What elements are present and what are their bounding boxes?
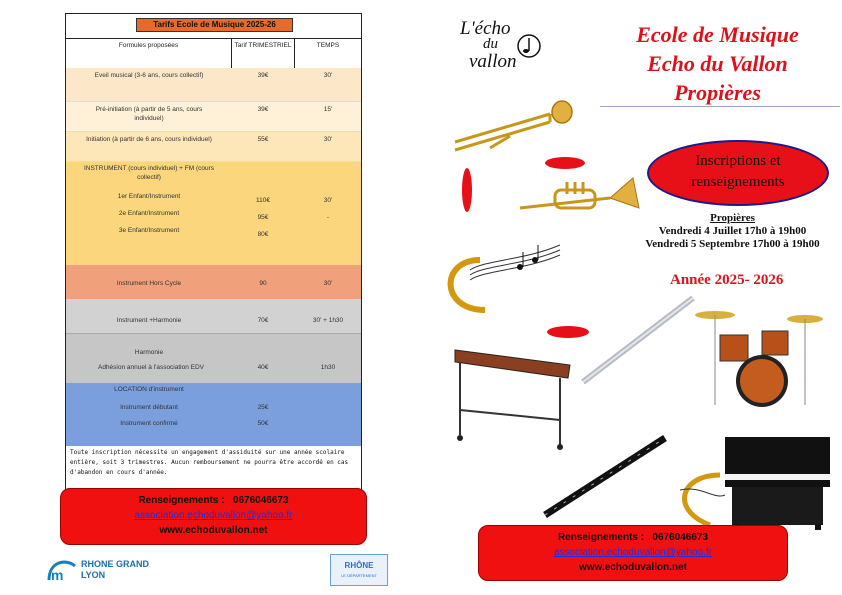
table-row: Harmonie Adhésion annuel à l'association EDV 40€ 1h30 — [66, 333, 361, 384]
date-september: Vendredi 5 Septembre 17h00 à 19h00 — [645, 238, 820, 250]
contact-label: Renseignements : — [557, 532, 645, 543]
school-year: Année 2025- 2026 — [670, 272, 784, 288]
rhone-department-logo: RHÔNE LE DÉPARTEMENT — [330, 554, 388, 586]
table-row: Instrument Hors Cycle 90 30' — [66, 265, 361, 299]
header-price: Tarif TRIMESTRIEL — [234, 42, 292, 49]
contact-box-right — [478, 525, 788, 581]
inscriptions-bubble: Inscriptions et renseignements — [647, 140, 829, 206]
header-formula: Formules proposées — [118, 42, 179, 49]
flute-image — [575, 290, 700, 390]
table-row: Pré-initiation (à partir de 5 ans, cours individuel) 39€ 15' — [66, 101, 361, 132]
table-row: Initiation (à partir de 6 ans, cours individuel) 55€ 30' — [66, 131, 361, 162]
place-label: Propières — [710, 212, 755, 224]
contact-website-link[interactable]: www.echoduvallon.net — [159, 525, 268, 536]
music-swirl-image — [440, 240, 570, 320]
piano-image — [720, 432, 835, 532]
tariff-table — [65, 13, 362, 490]
metropole-icon — [45, 556, 79, 584]
trombone-image — [450, 100, 580, 160]
table-row: Instrument +Harmonie 70€ 30' + 1h30 — [66, 299, 361, 333]
table-row: Eveil musical (3-6 ans, cours collectif) 39€ 30' — [66, 68, 361, 101]
registration-dates — [620, 212, 842, 251]
contact-box-left — [60, 488, 367, 545]
header-time: TEMPS — [316, 42, 340, 49]
contact-email-link[interactable]: association.echoduvallon@yahoo.fr — [134, 510, 293, 521]
date-july: Vendredi 4 Juillet 17h0 à 19h00 — [658, 225, 807, 237]
page-title: Ecole de Musique Echo du Vallon Propières — [636, 22, 799, 105]
contact-label: Renseignements : — [138, 495, 225, 506]
contact-phone[interactable]: 0676046673 — [232, 495, 289, 506]
decorative-red-oval — [462, 168, 472, 212]
svg-text:m: m — [51, 567, 64, 583]
title-divider — [600, 106, 840, 107]
contact-email-link[interactable]: association.echoduvallon@yahoo.fr — [553, 547, 713, 558]
rhone-grand-lyon-logo: m RHONE GRAND LYON — [45, 556, 165, 586]
table-row: INSTRUMENT (cours individuel) + FM (cours collectif) 1er Enfant/Instrument 110€ 30' 2e Enfant/Instrument 95€ - 3e Enfant/Instrument 80€ — [66, 161, 361, 266]
contact-website-link[interactable]: www.echoduvallon.net — [579, 562, 687, 573]
music-note-icon — [515, 30, 545, 60]
clarinet-image — [535, 430, 675, 525]
contact-phone[interactable]: 0676046673 — [652, 532, 709, 543]
table-row: LOCATION d'instrument Instrument débutant 25€ Instrument confirmé 50€ — [66, 383, 361, 446]
drum-kit-image — [690, 305, 830, 410]
tariff-title: Tarifs Ecole de Musique 2025-26 — [136, 18, 293, 32]
school-logo: L'écho du vallon — [455, 18, 550, 76]
table-header — [66, 38, 361, 70]
engagement-note: Toute inscription nécessite un engagement d'assiduité sur une année scolaire entière, soit 3 trimestres. Aucun remboursement ne pourra être accordé en cas d'abandon en cours d'année. — [70, 449, 349, 476]
